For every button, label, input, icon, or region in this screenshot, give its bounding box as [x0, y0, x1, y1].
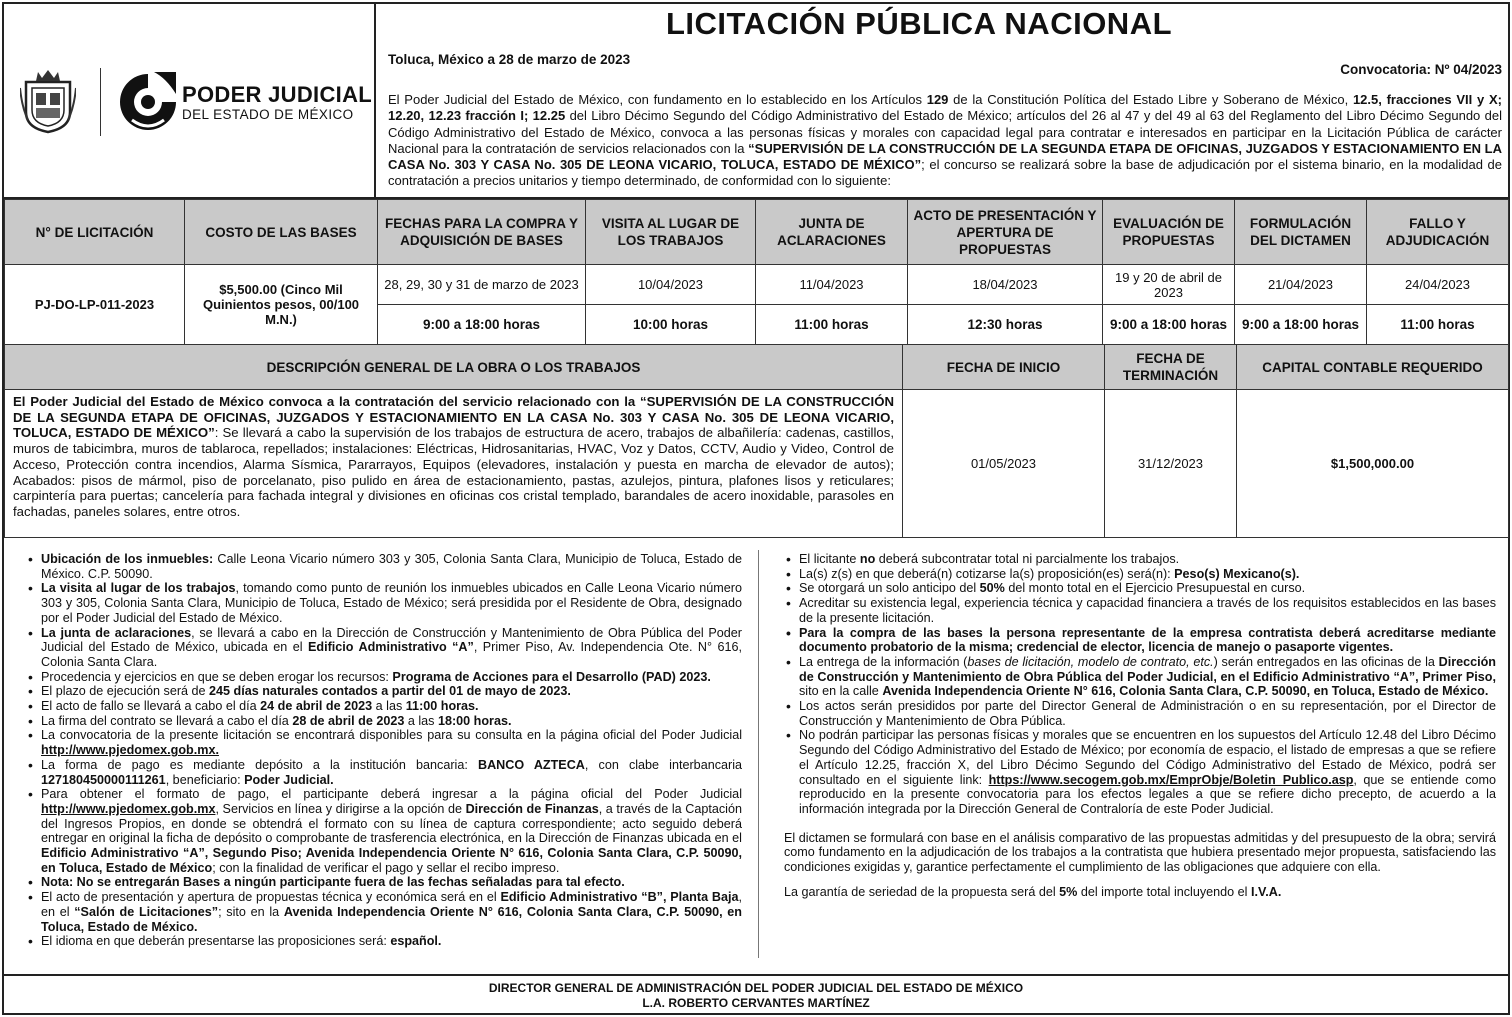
licitacion-number: PJ-DO-LP-011-2023 [5, 265, 185, 345]
date-cell: 21/04/2023 [1235, 265, 1367, 305]
list-item: • La firma del contrato se llevará a cabo el día 28 de abril de 2023 a las 18:00 horas. [26, 714, 742, 729]
list-item: • Para obtener el formato de pago, el participante deberá ingresar a la página oficial del Poder Judicial http://www.pjedomex.gob.mx, Servicios en línea y dirigirse a la opción de Dirección de Finanzas, a través de la Captación del Ingresos Propios, en donde se obtendrá el formato con su línea de captura correspondiente; acto seguido deberá entregar en original la ficha de depósito o comprobante de trasferencia electrónica, en la Dirección de Finanzas ubicada en el Edificio Administrativo “A”, Segundo Piso; Avenida Independencia Oriente N° 616, Colonia Santa Clara, C.P. 50090, en Toluca, Estado de México; con la finalidad de verificar el pago y sellar el recibo impreso. [26, 787, 742, 875]
list-item: • El idioma en que deberán presentarse las proposiciones será: español. [26, 934, 742, 949]
header-cell: N° DE LICITACIÓN [5, 200, 185, 265]
header-cell: FECHA DE TERMINACIÓN [1105, 345, 1237, 390]
date-cell: 19 y 20 de abril de 2023 [1103, 265, 1235, 305]
schedule-table [4, 199, 1509, 345]
logo-divider [100, 68, 101, 136]
convocatoria-number: Convocatoria: Nº 04/2023 [1340, 62, 1502, 77]
schedule-dates-row [5, 265, 1509, 305]
institution-subtitle: DEL ESTADO DE MÉXICO [182, 107, 354, 122]
list-item: • La convocatoria de la presente licitación se encontrará disponibles para su consulta en la página oficial del Poder Judicial http://www.pjedomex.gob.mx. [26, 728, 742, 757]
pjedomex-link[interactable]: http://www.pjedomex.gob.mx [41, 801, 216, 816]
works-row [5, 390, 1509, 538]
header-cell: CAPITAL CONTABLE REQUERIDO [1237, 345, 1509, 390]
works-table [4, 344, 1509, 538]
list-item: • La forma de pago es mediante depósito a la institución bancaria: BANCO AZTECA, con clabe interbancaria 127180450000111261, beneficiario: Poder Judicial. [26, 758, 742, 787]
document-frame [2, 2, 1510, 1015]
date-cell: 28, 29, 30 y 31 de marzo de 2023 [378, 265, 586, 305]
time-cell: 10:00 horas [586, 305, 756, 345]
list-item: • La visita al lugar de los trabajos, tomando como punto de reunión los inmuebles ubicados en Calle Leona Vicario número 303 y 305, Colonia Santa Clara, Municipio de Toluca, Estado de México; será presidida por el Residente de Obra, designado por el Poder Judicial del Estado de México. [26, 581, 742, 625]
bases-cost: $5,500.00 (Cinco Mil Quinientos pesos, 00/100 M.N.) [185, 265, 378, 345]
header-cell: COSTO DE LAS BASES [185, 200, 378, 265]
secogem-link[interactable]: https://www.secogem.gob.mx/EmprObje/Boletin_Publico.asp [988, 772, 1354, 787]
date-cell: 24/04/2023 [1367, 265, 1509, 305]
header-cell: VISITA AL LUGAR DE LOS TRABAJOS [586, 200, 756, 265]
place-date: Toluca, México a 28 de marzo de 2023 [388, 52, 631, 67]
header-cell: EVALUACIÓN DE PROPUESTAS [1103, 200, 1235, 265]
dictamen-paragraph: El dictamen se formulará con base en el análisis comparativo de las propuestas admitidas y del presupuesto de la obra; servirá como fundamento en la adjudicación de los trabajos a la contratista que hubiera presentado mejor propuesta, satisfaciendo las condiciones exigidas y, garantice perfectamente el cumplimiento de las obligaciones que adquiere con ella. [784, 830, 1496, 875]
time-cell: 9:00 a 18:00 horas [1235, 305, 1367, 345]
header-cell: DESCRIPCIÓN GENERAL DE LA OBRA O LOS TRABAJOS [5, 345, 903, 390]
works-header-row [5, 345, 1509, 390]
list-item: • La entrega de la información (bases de licitación, modelo de contrato, etc.) serán entregados en las oficinas de la Dirección de Construcción y Mantenimiento de Obra Pública del Poder Judicial, en el Edificio Administrativo “A”, Primer Piso, sito en la calle Avenida Independencia Oriente N° 616, Colonia Santa Clara, C.P. 50090, en Toluca, Estado de México. [784, 655, 1496, 699]
time-cell: 11:00 horas [756, 305, 908, 345]
header-cell: ACTO DE PRESENTACIÓN Y APERTURA DE PROPUESTAS [908, 200, 1103, 265]
conditions-left-column [26, 552, 742, 949]
list-item: • El licitante no deberá subcontratar total ni parcialmente los trabajos. [784, 552, 1496, 567]
signer-name: L.A. ROBERTO CERVANTES MARTÍNEZ [642, 996, 870, 1010]
column-divider [758, 550, 759, 958]
institution-name: PODER JUDICIAL [182, 82, 372, 107]
list-item: • Se otorgará un solo anticipo del 50% del monto total en el Ejercicio Presupuestal en curso. [784, 581, 1496, 596]
intro-paragraph: El Poder Judicial del Estado de México, con fundamento en lo establecido en los Artículos 129 de la Constitución Política del Estado Libre y Soberano de México, 12.5, fracciones VII y X; 12.20, 12.23 fracción I; 12.25 del Libro Décimo Segundo del Código Administrativo del Estado de México; artículos del 26 al 47 y del 49 al 63 del Reglamento del Libro Décimo Segundo del Código Administrativo del Estado de México, convoca a las personas físicas y morales con capacidad legal para contratar e interesados en participar en la Licitación Pública de carácter Nacional para la contratación de servicios relacionados con la “SUPERVISIÓN DE LA CONSTRUCCIÓN DE LA SEGUNDA ETAPA DE OFICINAS, JUZGADOS Y ESTACIONAMIENTO EN LA CASA No. 303 Y CASA No. 305 DE LEONA VICARIO, TOLUCA, ESTADO DE MÉXICO”; el concurso se realizará sobre la base de adjudicación por el sistema binario, en la modalidad de contratación a precios unitarios y tiempo determinado, de conformidad con lo siguiente: [388, 92, 1502, 189]
footer-divider [4, 974, 1508, 976]
estado-de-mexico-seal-icon [20, 68, 76, 134]
start-date: 01/05/2023 [903, 390, 1105, 538]
header-panel [376, 4, 1508, 199]
date-cell: 18/04/2023 [908, 265, 1103, 305]
date-cell: 10/04/2023 [586, 265, 756, 305]
time-cell: 11:00 horas [1367, 305, 1509, 345]
list-item: • El plazo de ejecución será de 245 días naturales contados a partir del 01 de mayo de 2023. [26, 684, 742, 699]
header-cell: FALLO Y ADJUDICACIÓN [1367, 200, 1509, 265]
end-date: 31/12/2023 [1105, 390, 1237, 538]
page-title: LICITACIÓN PÚBLICA NACIONAL [666, 6, 1173, 41]
header-cell: JUNTA DE ACLARACIONES [756, 200, 908, 265]
date-cell: 11/04/2023 [756, 265, 908, 305]
works-description: El Poder Judicial del Estado de México convoca a la contratación del servicio relacionado con la “SUPERVISIÓN DE LA CONSTRUCCIÓN DE LA SEGUNDA ETAPA DE OFICINAS, JUZGADOS Y ESTACIONAMIENTO EN LA CASA No. 303 Y CASA No. 305 DE LEONA VICARIO, TOLUCA, ESTADO DE MÉXICO”: Se llevará a cabo la supervisión de los trabajos de estructura de acero, trabajos de albañilería: cadenas, castillos, muros de tabicimbra, muros de tablaroca, repellados; instalaciones: Eléctricas, Hidrosanitarias, HVAC, Voz y Datos, CCTV, Audio y Video, Control de Acceso, Protección contra incendios, Alarma Sísmica, Pararrayos, Equipos (elevadores, instalación y puesta en marcha de elevador de autos); Acabados: pisos de mármol, piso de porcelanato, piso pulido en área de estacionamiento, pastas, azulejos, pintura, plafones lisos y reticulares; carpintería para puertas; cancelería para fachada integral y divisiones en oficinas cos cristal templado, barandales de acero inoxidable, parasoles en fachadas, paneles solares, entre otros. [5, 390, 903, 538]
list-item: • Ubicación de los inmuebles: Calle Leona Vicario número 303 y 305, Colonia Santa Clara, Municipio de Toluca, Estado de México. C.P. 50090. [26, 552, 742, 581]
signature-block [4, 981, 1508, 1011]
poder-judicial-emblem-icon [118, 70, 178, 134]
list-item: • La junta de aclaraciones, se llevará a cabo en la Dirección de Construcción y Mantenimiento de Obra Pública del Poder Judicial del Estado de México, ubicada en el Edificio Administrativo “A”, Primer Piso, Av. Independencia Ote. N° 616, Colonia Santa Clara. [26, 626, 742, 670]
guarantee-paragraph: La garantía de seriedad de la propuesta será del 5% del importe total incluyendo el I.V.A. [784, 884, 1282, 899]
logo-panel [4, 4, 376, 199]
list-item: • Nota: No se entregarán Bases a ningún participante fuera de las fechas señaladas para tal efecto. [26, 875, 742, 890]
list-item: • Para la compra de las bases la persona representante de la empresa contratista deberá acreditarse mediante documento probatorio de la misma; credencial de elector, licencia de manejo o pasaporte vigentes. [784, 626, 1496, 655]
signer-title: DIRECTOR GENERAL DE ADMINISTRACIÓN DEL PODER JUDICIAL DEL ESTADO DE MÉXICO [488, 981, 1024, 995]
list-item: • Acreditar su existencia legal, experiencia técnica y capacidad financiera a través de los requisitos establecidos en las bases de la presente licitación. [784, 596, 1496, 625]
time-cell: 12:30 horas [908, 305, 1103, 345]
schedule-header-row [5, 200, 1509, 265]
list-item: • Procedencia y ejercicios en que se deben erogar los recursos: Programa de Acciones para el Desarrollo (PAD) 2023. [26, 670, 742, 685]
header-cell: FECHAS PARA LA COMPRA Y ADQUISICIÓN DE BASES [378, 200, 586, 265]
list-item: • La(s) z(s) en que deberá(n) cotizarse la(s) proposición(es) será(n): Peso(s) Mexicano(s). [784, 567, 1496, 582]
header-cell: FECHA DE INICIO [903, 345, 1105, 390]
time-cell: 9:00 a 18:00 horas [1103, 305, 1235, 345]
list-item: • No podrán participar las personas físicas y morales que se encuentren en los supuestos del Artículo 12.48 del Libro Décimo Segundo del Código Administrativo del Estado de México; por economía de espacio, el listado de empresas a que se refiere el Artículo 12.25, fracción X, del Libro Décimo Segundo del Código Administrativo del Estado de México, podrá ser consultado en el siguiente link: https://www.secogem.gob.mx/EmprObje/Boletin_Publico.asp, que se entiende como reproducido en la presente convocatoria para los efectos legales a que se refiere dicho precepto, de acuerdo a la información integrada por la Dirección General de Contraloría de este Poder Judicial. [784, 728, 1496, 816]
header-cell: FORMULACIÓN DEL DICTAMEN [1235, 200, 1367, 265]
required-capital: $1,500,000.00 [1237, 390, 1509, 538]
list-item: • Los actos serán presididos por parte del Director General de Administración o en su representación, por el Director de Construcción y Mantenimiento de Obra Pública. [784, 699, 1496, 728]
conditions-right-column [784, 552, 1496, 899]
list-item: • El acto de fallo se llevará a cabo el día 24 de abril de 2023 a las 11:00 horas. [26, 699, 742, 714]
pjedomex-link[interactable]: http://www.pjedomex.gob.mx. [41, 743, 219, 758]
time-cell: 9:00 a 18:00 horas [378, 305, 586, 345]
list-item: • El acto de presentación y apertura de propuestas técnica y económica será en el Edificio Administrativo “B”, Planta Baja, en el “Salón de Licitaciones”; sito en la Avenida Independencia Oriente N° 616, Colonia Santa Clara, C.P. 50090, en Toluca, Estado de México. [26, 890, 742, 934]
